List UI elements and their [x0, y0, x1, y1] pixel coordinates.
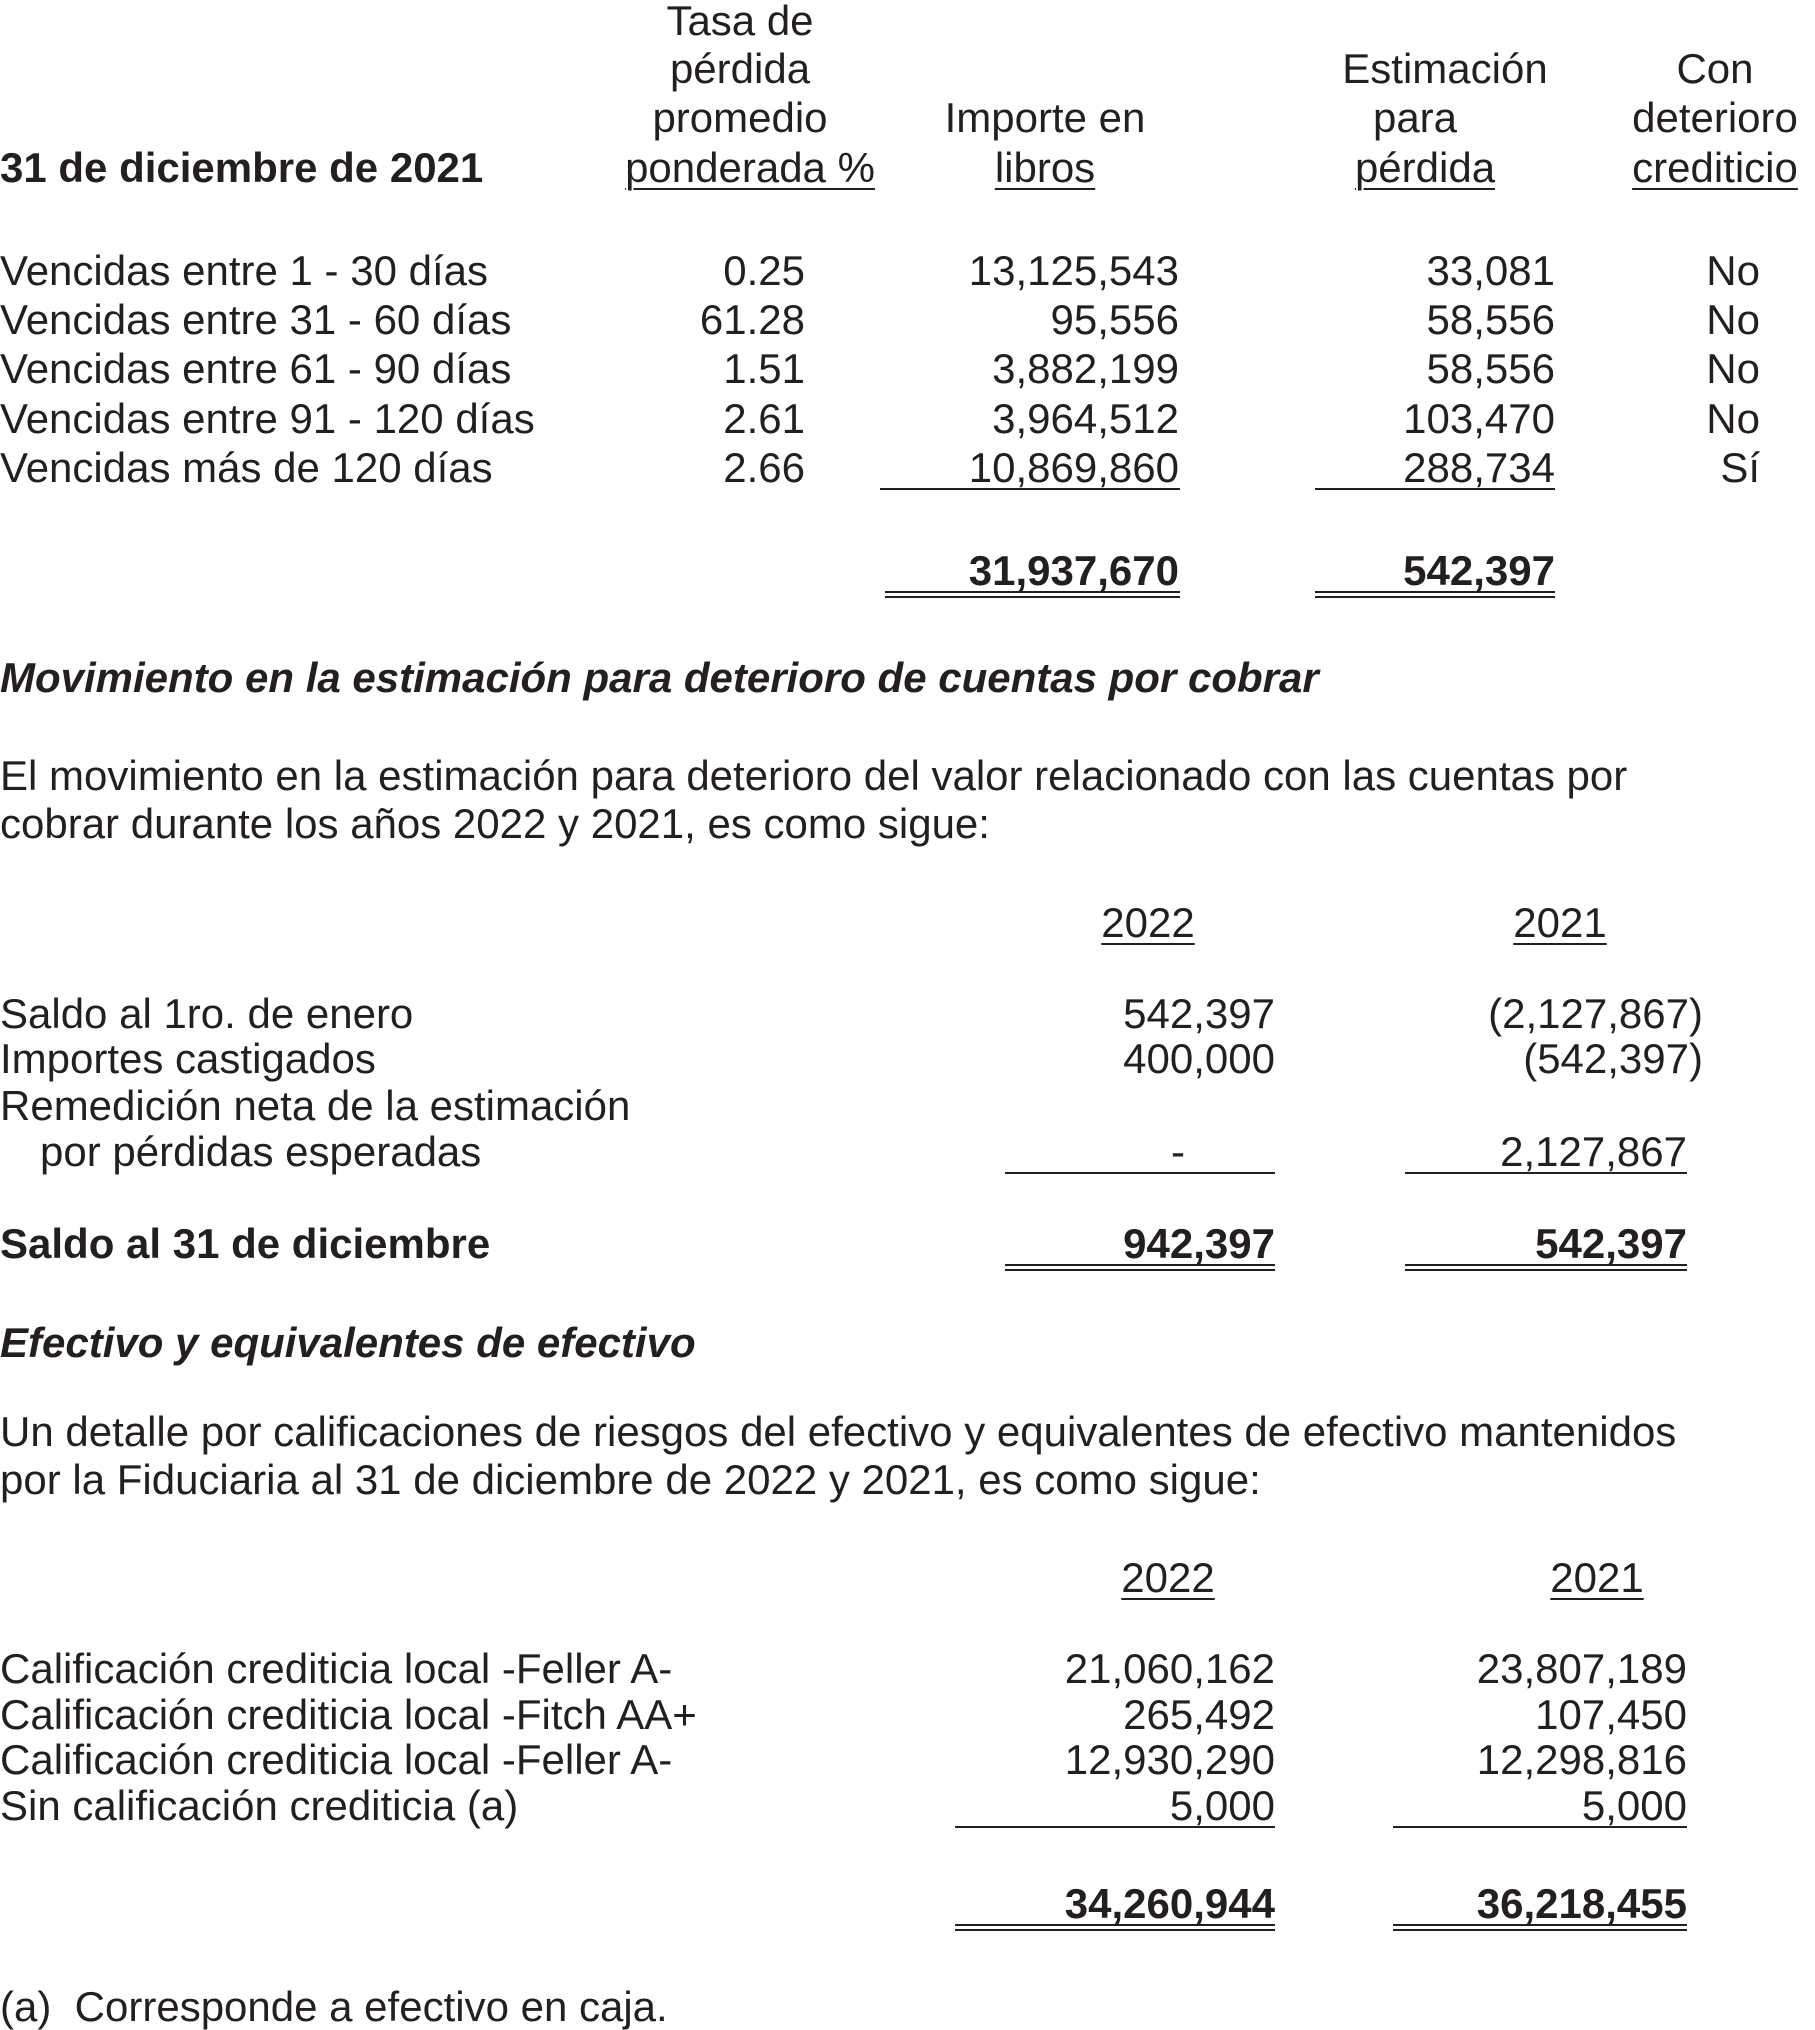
cash-row-2021: 23,807,189	[1476, 1645, 1687, 1692]
aging-row-carrying: 3,882,199	[992, 345, 1179, 392]
cash-year-2022: 2022	[1121, 1554, 1215, 1601]
movement-heading: Movimiento en la estimación para deterioro de cuentas por cobrar	[0, 654, 1319, 701]
aging-row-rate: 61.28	[699, 296, 805, 343]
cash-row-2021: 12,298,816	[1476, 1736, 1687, 1783]
aging-row-allowance: 288,734	[1403, 444, 1555, 491]
movement-row-2022: 542,397	[1123, 990, 1275, 1037]
movement-row-label: Saldo al 1ro. de enero	[0, 990, 414, 1037]
movement-paragraph-line: El movimiento en la estimación para deterioro del valor relacionado con las cuentas por	[0, 752, 1628, 799]
movement-row-label: Importes castigados	[0, 1035, 376, 1082]
movement-row-2021: (2,127,867)	[1488, 990, 1703, 1037]
cash-row-2021: 107,450	[1535, 1691, 1687, 1738]
movement-row-2022: 400,000	[1123, 1035, 1275, 1082]
aging-row-rate: 2.61	[723, 395, 805, 442]
total-double-rule	[885, 591, 1180, 598]
cash-total-2021: 36,218,455	[1476, 1880, 1687, 1927]
movement-year-2022: 2022	[1101, 899, 1195, 946]
cash-row-2022: 265,492	[1123, 1691, 1275, 1738]
footnote: (a) Corresponde a efectivo en caja.	[0, 1983, 668, 2030]
cash-row-label: Sin calificación crediticia (a)	[0, 1782, 519, 1829]
subtotal-rule	[1405, 1172, 1687, 1174]
aging-row-impaired: No	[1706, 247, 1760, 294]
movement-year-2021: 2021	[1513, 899, 1607, 946]
aging-total-carrying: 31,937,670	[968, 547, 1179, 594]
cash-paragraph-line: por la Fiduciaria al 31 de diciembre de 2022 y 2021, es como sigue:	[0, 1456, 1261, 1503]
header-rate-1: Tasa de	[666, 0, 814, 44]
movement-row-label: Remedición neta de la estimación	[0, 1082, 631, 1129]
aging-row-carrying: 10,869,860	[968, 444, 1179, 491]
subtotal-rule	[1005, 1172, 1275, 1174]
movement-paragraph-line: cobrar durante los años 2022 y 2021, es como sigue:	[0, 800, 990, 847]
aging-row-rate: 1.51	[723, 345, 805, 392]
aging-total-allowance: 542,397	[1403, 547, 1555, 594]
cash-row-2021: 5,000	[1581, 1782, 1687, 1829]
cash-year-2021: 2021	[1550, 1554, 1644, 1601]
movement-total-label: Saldo al 31 de diciembre	[0, 1220, 491, 1267]
aging-row-impaired: No	[1706, 296, 1760, 343]
header-impaired-1: Con	[1676, 45, 1754, 92]
movement-row-2021: 2,127,867	[1500, 1128, 1687, 1175]
aging-row-allowance: 33,081	[1426, 247, 1555, 294]
header-allowance-2: para	[1372, 94, 1458, 141]
movement-total-2022: 942,397	[1123, 1220, 1275, 1267]
subtotal-rule	[1393, 1826, 1687, 1828]
cash-row-2022: 5,000	[1169, 1782, 1275, 1829]
header-carrying-2: libros	[994, 144, 1096, 191]
total-double-rule	[955, 1924, 1275, 1931]
aging-row-label: Vencidas entre 1 - 30 días	[0, 247, 488, 294]
aging-row-impaired: No	[1706, 345, 1760, 392]
aging-row-carrying: 3,964,512	[992, 395, 1179, 442]
aging-row-carrying: 95,556	[1050, 296, 1179, 343]
aging-date-label: 31 de diciembre de 2021	[0, 144, 484, 191]
cash-row-label: Calificación crediticia local -Feller A-	[0, 1645, 673, 1692]
movement-total-2021: 542,397	[1535, 1220, 1687, 1267]
header-carrying-1: Importe en	[944, 94, 1146, 141]
aging-row-impaired: No	[1706, 395, 1760, 442]
header-rate-3: promedio	[652, 94, 828, 141]
total-double-rule	[1393, 1924, 1687, 1931]
cash-row-label: Calificación crediticia local -Feller A-	[0, 1736, 673, 1783]
cash-row-label: Calificación crediticia local -Fitch AA+	[0, 1691, 697, 1738]
movement-row-label-cont: por pérdidas esperadas	[40, 1128, 482, 1175]
aging-row-label: Vencidas entre 31 - 60 días	[0, 296, 512, 343]
header-impaired-3: crediticio	[1632, 144, 1798, 191]
subtotal-rule	[955, 1826, 1275, 1828]
aging-row-label: Vencidas más de 120 días	[0, 444, 493, 491]
cash-heading: Efectivo y equivalentes de efectivo	[0, 1319, 696, 1366]
movement-row-2021: (542,397)	[1523, 1035, 1703, 1082]
aging-row-label: Vencidas entre 61 - 90 días	[0, 345, 512, 392]
aging-row-rate: 2.66	[723, 444, 805, 491]
aging-row-allowance: 58,556	[1426, 296, 1555, 343]
cash-row-2022: 21,060,162	[1064, 1645, 1275, 1692]
aging-row-allowance: 103,470	[1403, 395, 1555, 442]
aging-row-impaired: Sí	[1720, 444, 1760, 491]
aging-row-allowance: 58,556	[1426, 345, 1555, 392]
header-rate-4: ponderada %	[625, 144, 875, 191]
total-double-rule	[1405, 1264, 1687, 1271]
header-allowance-3: pérdida	[1354, 144, 1496, 191]
total-double-rule	[1315, 591, 1555, 598]
aging-row-label: Vencidas entre 91 - 120 días	[0, 395, 535, 442]
aging-row-carrying: 13,125,543	[968, 247, 1179, 294]
subtotal-rule	[880, 488, 1180, 490]
cash-total-2022: 34,260,944	[1064, 1880, 1275, 1927]
aging-row-rate: 0.25	[723, 247, 805, 294]
cash-paragraph-line: Un detalle por calificaciones de riesgos del efectivo y equivalentes de efectivo mantenidos	[0, 1408, 1677, 1455]
header-impaired-2: deterioro	[1632, 94, 1798, 141]
movement-row-2022: -	[1171, 1128, 1185, 1175]
header-rate-2: pérdida	[669, 45, 811, 92]
subtotal-rule	[1315, 488, 1555, 490]
cash-row-2022: 12,930,290	[1064, 1736, 1275, 1783]
header-allowance-1: Estimación	[1342, 45, 1548, 92]
total-double-rule	[1005, 1264, 1275, 1271]
